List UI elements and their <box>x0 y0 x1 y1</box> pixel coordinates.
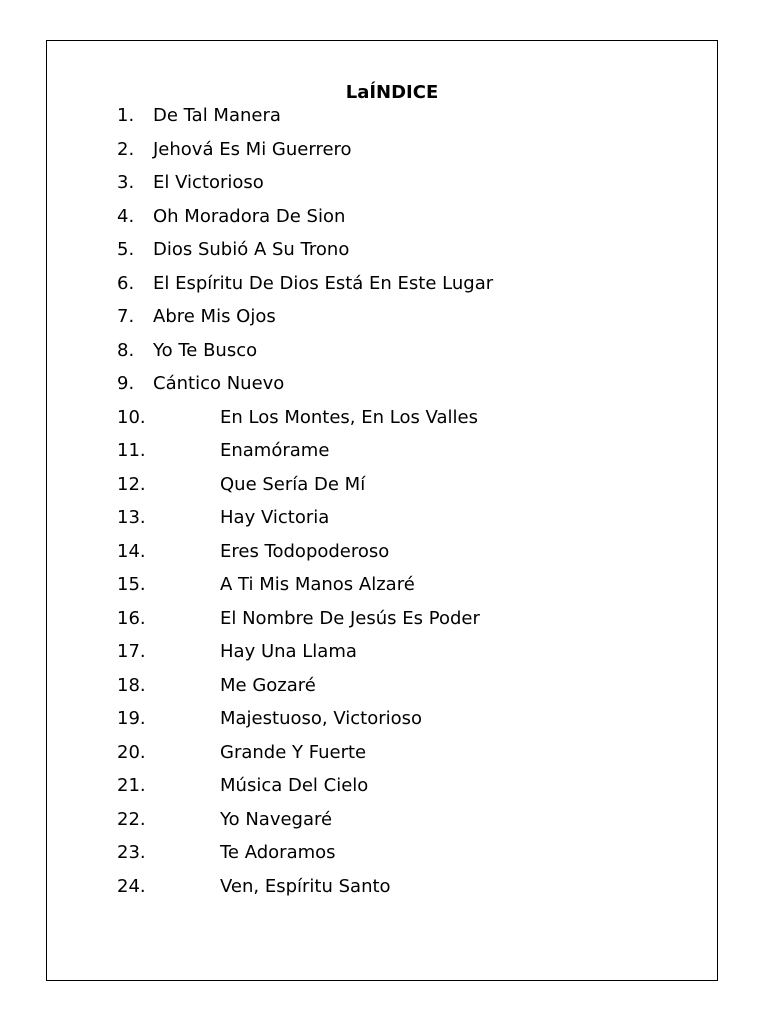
item-label: El Victorioso <box>153 172 264 193</box>
list-item <box>117 405 493 439</box>
item-label: Cántico Nuevo <box>153 373 285 394</box>
item-label: Jehová Es Mi Guerrero <box>153 138 352 160</box>
item-label: Te Adoramos <box>220 842 336 863</box>
item-number: 5. <box>117 239 135 260</box>
list-item <box>117 840 493 874</box>
item-number: 2. <box>117 138 135 160</box>
item-number: 3. <box>117 172 135 193</box>
item-label: Música Del Cielo <box>220 775 369 796</box>
item-label: Enamórame <box>220 440 330 461</box>
item-number: 18. <box>117 674 146 696</box>
item-number: 16. <box>117 607 146 629</box>
list-item <box>117 639 493 673</box>
item-number: 23. <box>117 842 146 863</box>
list-item <box>117 706 493 740</box>
item-label: Me Gozaré <box>220 674 316 696</box>
item-number: 10. <box>117 406 146 428</box>
list-item <box>117 505 493 539</box>
item-label: Que Sería De Mí <box>220 473 366 495</box>
item-number: 1. <box>117 105 135 126</box>
item-number: 24. <box>117 875 146 897</box>
item-number: 9. <box>117 373 135 394</box>
item-label: El Espíritu De Dios Está En Este Lugar <box>153 272 494 294</box>
list-item <box>117 237 493 271</box>
item-number: 6. <box>117 272 135 294</box>
list-item <box>117 170 493 204</box>
list-item <box>117 371 493 405</box>
item-number: 19. <box>117 708 146 729</box>
list-item <box>117 807 493 841</box>
list-item <box>117 773 493 807</box>
item-number: 11. <box>117 440 146 461</box>
item-label: El Nombre De Jesús Es Poder <box>220 607 480 629</box>
list-item <box>117 338 493 372</box>
item-label: A Ti Mis Manos Alzaré <box>220 574 415 595</box>
item-number: 22. <box>117 808 146 830</box>
page-title: LaÍNDICE <box>345 82 439 103</box>
item-number: 13. <box>117 507 146 528</box>
list-item <box>117 271 493 305</box>
item-label: Majestuoso, Victorioso <box>220 708 423 729</box>
item-number: 12. <box>117 473 146 495</box>
table-of-contents <box>117 103 493 907</box>
item-label: Dios Subió A Su Trono <box>153 239 350 260</box>
item-number: 20. <box>117 741 146 763</box>
item-label: Hay Una Llama <box>220 641 357 662</box>
item-label: Grande Y Fuerte <box>220 741 367 763</box>
list-item <box>117 572 493 606</box>
list-item <box>117 438 493 472</box>
item-number: 8. <box>117 339 135 361</box>
item-number: 15. <box>117 574 146 595</box>
item-number: 17. <box>117 641 146 662</box>
item-number: 14. <box>117 540 146 562</box>
list-item <box>117 673 493 707</box>
item-label: Hay Victoria <box>220 507 330 528</box>
list-item <box>117 103 493 137</box>
item-number: 7. <box>117 306 135 327</box>
item-label: Yo Navegaré <box>220 808 333 830</box>
list-item <box>117 740 493 774</box>
item-label: Abre Mis Ojos <box>153 306 276 327</box>
item-label: En Los Montes, En Los Valles <box>220 406 478 428</box>
list-item <box>117 472 493 506</box>
list-item <box>117 874 493 908</box>
list-item <box>117 137 493 171</box>
list-item <box>117 539 493 573</box>
list-item <box>117 606 493 640</box>
list-item <box>117 204 493 238</box>
item-label: Eres Todopoderoso <box>220 540 390 562</box>
item-number: 21. <box>117 775 146 796</box>
item-label: Ven, Espíritu Santo <box>220 875 391 897</box>
item-label: De Tal Manera <box>153 105 281 126</box>
list-item <box>117 304 493 338</box>
item-label: Oh Moradora De Sion <box>153 205 346 227</box>
item-number: 4. <box>117 205 135 227</box>
document-page <box>46 40 718 981</box>
item-label: Yo Te Busco <box>153 339 258 361</box>
